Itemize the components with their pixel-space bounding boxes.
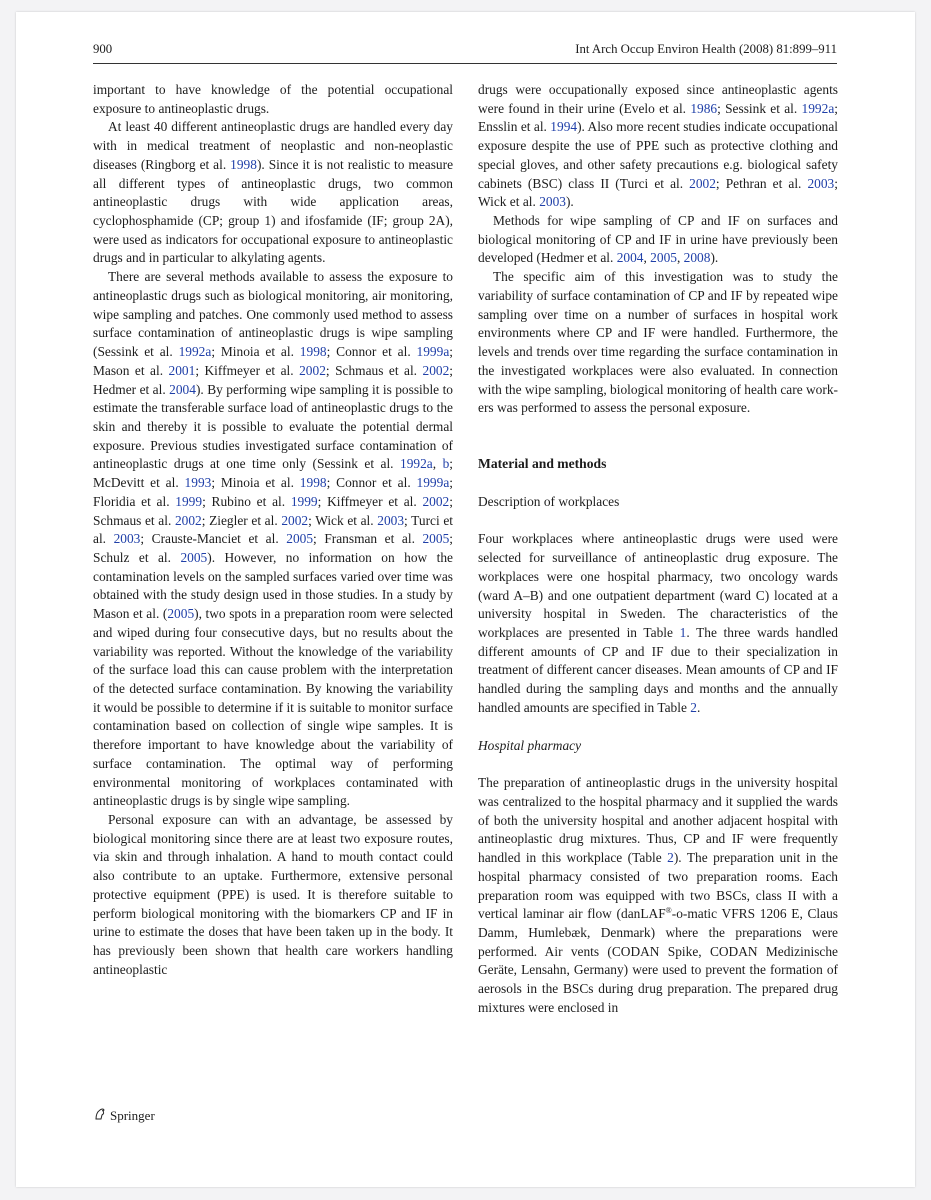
citation-link[interactable]: 1993 xyxy=(184,475,212,491)
citation-link[interactable]: 2002 xyxy=(689,175,716,191)
journal-page xyxy=(16,12,915,1187)
citation-link[interactable]: 1998 xyxy=(299,344,327,360)
paragraph: drugs were occupationally exposed since antineoplastic agents were found in their urine (Evelo et al. 1986; Sessink et al. 1992a; Ensslin et al. 1994). Also more recent studies indicate occupational exposure despite the use of PPE such as protective clothing and special gloves, and other safety precautions e.g. biological safety cabinets (BSC) class II (Turci et al. 2002; Pethran et al. 2003; Wick et al. 2003). xyxy=(478,82,838,210)
citation-link[interactable]: 2005 xyxy=(286,531,314,547)
citation-link[interactable]: 2002 xyxy=(281,512,309,528)
citation-link[interactable]: 2002 xyxy=(174,512,202,528)
left-column xyxy=(93,81,453,980)
publisher-name: Springer xyxy=(110,1108,155,1123)
subsection-heading: Description of workplaces xyxy=(478,493,620,509)
journal-citation: Int Arch Occup Environ Health (2008) 81:899–911 xyxy=(575,42,837,56)
citation-link[interactable]: 1992a xyxy=(178,344,212,360)
citation-link[interactable]: 2005 xyxy=(167,606,195,622)
citation-link[interactable]: b xyxy=(442,456,450,472)
citation-link[interactable]: 2005 xyxy=(422,531,450,547)
citation-link[interactable]: 2 xyxy=(690,699,697,715)
right-column xyxy=(478,81,838,1018)
paragraph: Personal exposure can with an advantage, be assessed by biological monitoring since there are at least two exposure routes, via skin and through inhalation. A hand to mouth contact could also contribute to an uptake. Furthermore, extensive personal protective equipment (PPE) is used. It is therefore suitable to perform biological monitoring with the biomarkers CP and IF in urine to estimate the doses that have been taken up in the body. It has previously been shown that health care workers handling antineoplastic xyxy=(93,812,453,977)
citation-link[interactable]: 1992a xyxy=(400,456,433,472)
paragraph: Methods for wipe sampling of CP and IF on surfaces and biological monitoring of CP and IF in urine have previously been developed (Hedmer et al. 2004, 2005, 2008). xyxy=(478,213,838,266)
header-rule xyxy=(93,63,837,64)
paragraph: There are several methods available to assess the exposure to antineoplastic drugs such as biological monitoring, air monitoring, wipe sampling and patches. One commonly used method to assess surface contamination of antineoplastic drugs is wipe sampling (Sessink et al. 1992a; Minoia et al. 1998; Connor et al. 1999a; Mason et al. 2001; Kiffmeyer et al. 2002; Schmaus et al. 2002; Hedmer et al. 2004). By performing wipe sampling it is possible to estimate the transferable surface load of antineoplastic drugs to the skin and thereby it is possible to evaluate the potential dermal exposure. Previous studies investigated surface contamination of antineoplastic drugs at one time only (Sessink et al. 1992a, b; McDevitt et al. 1993; Minoia et al. 1998; Connor et al. 1999a; Floridia et al. 1999; Rubino et al. 1999; Kiffmeyer et al. 2002; Schmaus et al. 2002; Ziegler et al. 2002; Wick et al. 2003; Turci et al. 2003; Crauste-Manciet et al. 2005; Fransman et al. 2005; Schulz et al. 2005). However, no information on how the contamination levels on the sampled surfaces varied over time was obtained with the study design used in those studies. In a study by Mason et al. (2005), two spots in a preparation room were selected and wiped during four consecutive days, but no results about the variability was reported. Without the knowledge of the variability of the surface load this can cause problem with the interpretation of the detected surface contamination. By knowing the variability it would be possible to determine if it is suitable to monitor surface contamination based on collection of single wipe samples. It is therefore important to have knowledge about the variability of surface contamination. The optimal way of performing environmental monitoring of workplaces contaminated with antineoplastic drugs is by single wipe sampling. xyxy=(93,269,454,809)
subsubsection-heading: Hospital pharmacy xyxy=(478,737,582,753)
paragraph: Four workplaces where antineoplastic drugs were used were selected for surveillance of antineoplastic drug exposure. The workplaces were one hospital pharmacy, two oncology wards (ward A–B) and one outpatient department (ward C) located at a university hospital in Sweden. The characteristics of the workplaces are presented in Table 1. The three wards handled different amounts of CP and IF due to their specialization in treatment of different cancer diseases. Mean amounts of CP and IF handled during the sampling days and months and the annually handled amounts are specified in Table 2. xyxy=(478,531,838,715)
citation-link[interactable]: 1998 xyxy=(299,475,327,491)
citation-link[interactable]: 1992a xyxy=(801,100,835,116)
citation-link[interactable]: 2003 xyxy=(807,175,835,191)
citation-link[interactable]: 1999 xyxy=(290,493,318,509)
citation-link[interactable]: 2005 xyxy=(180,549,208,565)
citation-link[interactable]: 1 xyxy=(679,624,687,640)
citation-link[interactable]: 1999 xyxy=(175,493,203,509)
citation-link[interactable]: 2004 xyxy=(616,250,644,266)
citation-link[interactable]: 2002 xyxy=(422,362,450,378)
paragraph: important to have knowledge of the potential occupational exposure to antineoplastic drugs. xyxy=(93,82,453,116)
section-heading: Material and methods xyxy=(478,455,607,471)
page-number: 900 xyxy=(93,42,113,56)
citation-link[interactable]: 2003 xyxy=(377,512,405,528)
citation-link[interactable]: 2003 xyxy=(113,531,141,547)
citation-link[interactable]: 1999a xyxy=(416,475,450,491)
citation-link[interactable]: 1999a xyxy=(416,344,450,360)
citation-link[interactable]: 1994 xyxy=(550,119,578,135)
citation-link[interactable]: 2002 xyxy=(299,362,326,378)
citation-link[interactable]: 2005 xyxy=(650,250,677,266)
paragraph: The specific aim of this investigation was to study the variability of surface contamination of CP and IF by repeated wipe sampling over time on a number of surfaces in hospital work environments where CP and IF were handled. Furthermore, the levels and trends over time regarding the surface contamination in the investigated workplaces were also evaluated. In connection with the wipe sampling, biological monitoring of health care workers was performed to assess the personal exposure. xyxy=(478,269,838,416)
citation-link[interactable]: 1986 xyxy=(690,100,718,116)
citation-link[interactable]: 2002 xyxy=(422,493,450,509)
citation-link[interactable]: 2004 xyxy=(169,381,196,397)
citation-link[interactable]: 2003 xyxy=(539,194,566,210)
paragraph: The preparation of antineoplastic drugs in the university hospital was centralized to the hospital pharmacy and it supplied the wards of both the university hospital and another adjacent hospital with antineoplastic drug mixtures. Thus, CP and IF were frequently handled in this workplace (Table 2). The preparation unit in the hospital pharmacy consisted of two preparation rooms. Each preparation room was equipped with two BSCs, class II with a vertical laminar air flow (danLAF®-o-matic VFRS 1206 E, Claus Damm, Humlebæk, Denmark) where the preparations were performed. Air vents (CODAN Spike, CODAN Medizinische Geräte, Lensahn, Germany) were used to prevent the formation of aerosols in the BSCs during drug preparation. The prepared drug mixtures were enclosed in xyxy=(478,775,838,1015)
citation-link[interactable]: 2001 xyxy=(168,362,196,378)
registered-mark: ® xyxy=(665,906,672,916)
citation-link[interactable]: 2008 xyxy=(683,250,711,266)
springer-horse-icon xyxy=(93,1107,107,1125)
citation-link[interactable]: 2 xyxy=(667,850,674,866)
citation-link[interactable]: 1998 xyxy=(230,156,257,172)
paragraph: At least 40 different antineoplastic drugs are handled every day with in medical treatment of neoplastic and non-neoplastic diseases (Ringborg et al. 1998). Since it is not realistic to measure all different types of antineoplastic drugs, two common antineoplastic drugs with wide application areas, cyclophosphamide (CP; group 1) and ifosfamide (IF; group 2A), were used as indicators for occupational exposure to antineoplastic drugs and in particular to alkylating agents. xyxy=(93,119,454,266)
page-footer xyxy=(93,1107,155,1125)
